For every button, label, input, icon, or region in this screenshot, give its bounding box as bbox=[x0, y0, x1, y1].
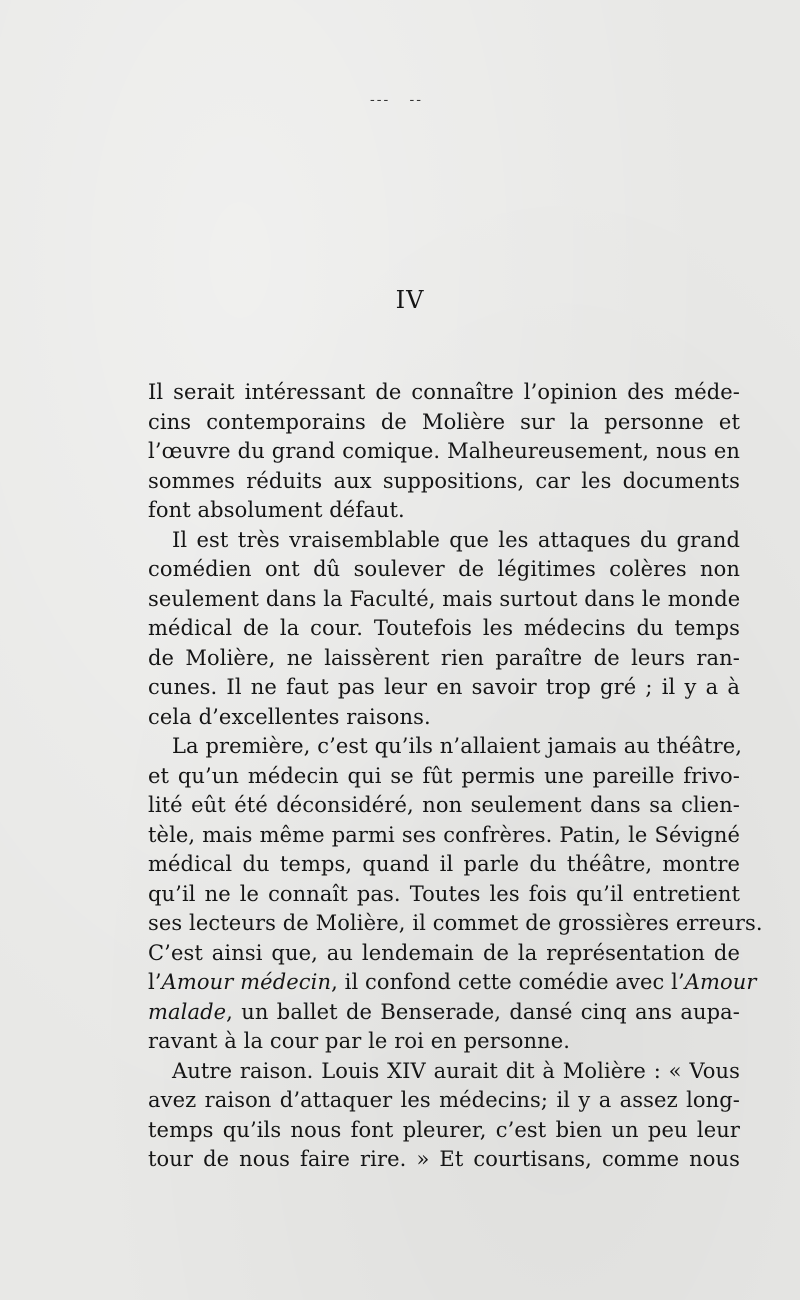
text-line: cins contemporains de Molière sur la personne et bbox=[148, 409, 740, 434]
text-line: ravant à la cour par le roi en personne. bbox=[148, 1029, 571, 1053]
text-line: avez raison d’attaquer les médecins; il y a assez long- bbox=[148, 1088, 740, 1112]
text-line: comédien ont dû soulever de légitimes colères non bbox=[148, 557, 740, 581]
text-line: qu’il ne le connaît pas. Toutes les fois qu’il entretient bbox=[148, 881, 740, 906]
printer-marks: --- -- bbox=[370, 92, 424, 108]
text-line: sommes réduits aux suppositions, car les documents bbox=[148, 468, 740, 493]
text-line: La première, c’est qu’ils n’allaient jamais au théâtre, bbox=[172, 734, 743, 758]
text-line: Il est très vraisemblable que les attaques du grand bbox=[172, 527, 740, 552]
text-line: C’est ainsi que, au lendemain de la représentation de bbox=[148, 940, 740, 965]
text-line bbox=[148, 998, 740, 1028]
text-line: tèle, mais même parmi ses confrères. Patin, le Sévigné bbox=[148, 822, 740, 847]
chapter-heading: IV bbox=[395, 286, 425, 314]
text-segment: , il confond cette comédie avec l’ bbox=[331, 970, 685, 994]
text-line: tour de nous faire rire. » Et courtisans, comme nous bbox=[148, 1147, 740, 1171]
text-line: et qu’un médecin qui se fût permis une pareille frivo- bbox=[148, 763, 740, 788]
italic-title: Amour médecin bbox=[161, 970, 332, 994]
text-line bbox=[148, 968, 757, 998]
text-line: cela d’excellentes raisons. bbox=[148, 704, 431, 729]
text-segment: l’ bbox=[148, 970, 162, 994]
text-line: cunes. Il ne faut pas leur en savoir trop gré ; il y a à bbox=[148, 675, 740, 699]
text-line: l’œuvre du grand comique. Malheureusement, nous en bbox=[148, 439, 740, 463]
text-line: temps qu’ils nous font pleurer, c’est bien un peu leur bbox=[148, 1117, 740, 1142]
text-segment: , un ballet de Benserade, dansé cinq ans aupa- bbox=[226, 999, 740, 1024]
text-line: Autre raison. Louis XIV aurait dit à Molière : « Vous bbox=[172, 1058, 740, 1083]
text-line: seulement dans la Faculté, mais surtout dans le monde bbox=[148, 586, 741, 611]
text-line: de Molière, ne laissèrent rien paraître de leurs ran- bbox=[148, 645, 740, 670]
body-text bbox=[148, 378, 763, 1175]
text-line: Il serait intéressant de connaître l’opinion des méde- bbox=[148, 380, 740, 404]
italic-title: Amour bbox=[684, 970, 757, 994]
text-line: font absolument défaut. bbox=[148, 498, 405, 522]
italic-title: malade bbox=[148, 999, 227, 1024]
text-line: médical du temps, quand il parle du théâtre, montre bbox=[148, 852, 740, 876]
text-line: lité eût été déconsidéré, non seulement dans sa clien- bbox=[148, 793, 740, 817]
text-line: médical de la cour. Toutefois les médecins du temps bbox=[148, 616, 740, 640]
text-line: ses lecteurs de Molière, il commet de grossières erreurs. bbox=[148, 911, 763, 935]
